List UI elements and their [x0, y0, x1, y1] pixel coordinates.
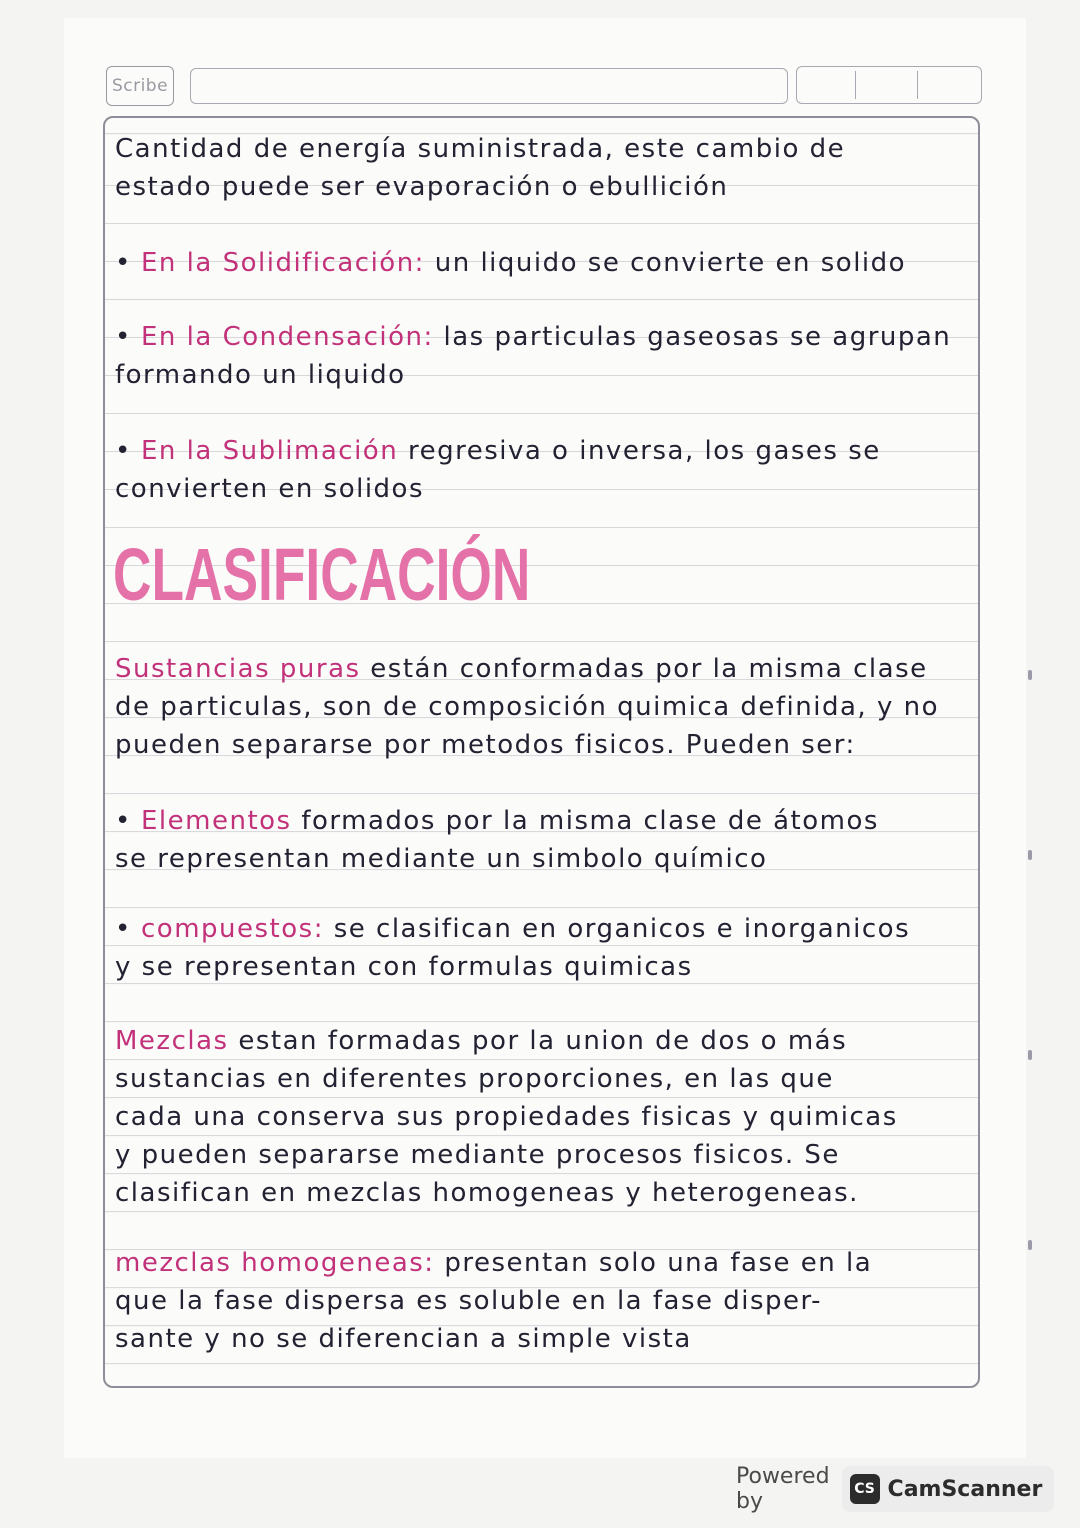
- bullet-dot: •: [115, 436, 132, 466]
- bullet-elementos: [115, 802, 968, 840]
- text-line: y se representan con formulas quimicas: [115, 952, 693, 982]
- term-compuestos: compuestos:: [141, 914, 324, 944]
- text-line: clasifican en mezclas homogeneas y heterogeneas.: [115, 1178, 859, 1208]
- edge-mark: [1028, 1050, 1032, 1060]
- definition-text: formados por la misma clase de átomos: [291, 806, 879, 836]
- mezclas-line: [115, 1022, 968, 1060]
- homogeneas-line: [115, 1244, 968, 1282]
- scanner-watermark: [736, 1464, 1043, 1514]
- camscanner-name: CamScanner: [887, 1476, 1043, 1502]
- text-line: se representan mediante un simbolo químico: [115, 844, 768, 874]
- bullet-dot: •: [115, 806, 132, 836]
- text-line: que la fase dispersa es soluble en la fase disper-: [115, 1286, 822, 1316]
- term-condensacion: En la Condensación:: [141, 322, 434, 352]
- note-panel: [103, 116, 980, 1388]
- bullet-dot: •: [115, 248, 132, 278]
- page-header: [106, 66, 982, 106]
- sustancias-line: [115, 650, 968, 688]
- text-line: convierten en solidos: [115, 474, 425, 504]
- bullet-solidificacion: [115, 244, 968, 282]
- text-line: pueden separarse por metodos fisicos. Pueden ser:: [115, 730, 856, 760]
- bullet-dot: •: [115, 322, 132, 352]
- edge-mark: [1028, 850, 1032, 860]
- definition-text: las particulas gaseosas se agrupan: [433, 322, 952, 352]
- definition-text: un liquido se convierte en solido: [424, 248, 907, 278]
- term-sustancias-puras: Sustancias puras: [115, 654, 361, 684]
- definition-text: estan formadas por la union de dos o más: [228, 1026, 848, 1056]
- term-mezclas-homogeneas: mezclas homogeneas:: [115, 1248, 435, 1278]
- text-line: sustancias en diferentes proporciones, en las que: [115, 1064, 834, 1094]
- term-mezclas: Mezclas: [115, 1026, 229, 1056]
- camscanner-icon: CS: [850, 1474, 880, 1504]
- definition-text: regresiva o inversa, los gases se: [398, 436, 881, 466]
- text-line: estado puede ser evaporación o ebullición: [115, 172, 729, 202]
- bullet-compuestos: [115, 910, 968, 948]
- bullet-dot: •: [115, 914, 132, 944]
- definition-text: se clasifican en organicos e inorganicos: [323, 914, 911, 944]
- text-line: cada una conserva sus propiedades fisicas y quimicas: [115, 1102, 898, 1132]
- text-line: y pueden separarse mediante procesos fisicos. Se: [115, 1140, 840, 1170]
- text-line: Cantidad de energía suministrada, este cambio de: [115, 134, 846, 164]
- date-divider: [917, 71, 918, 99]
- definition-text: están conformadas por la misma clase: [360, 654, 928, 684]
- term-sublimacion: En la Sublimación: [141, 436, 399, 466]
- edge-mark: [1028, 1240, 1032, 1250]
- powered-by-label: Powered by: [736, 1464, 830, 1514]
- brand-logo: Scribe: [106, 66, 174, 106]
- edge-mark: [1028, 670, 1032, 680]
- section-heading: CLASIFICACIÓN: [113, 533, 531, 616]
- date-divider: [855, 71, 856, 99]
- text-line: de particulas, son de composición quimica definida, y no: [115, 692, 939, 722]
- text-line: formando un liquido: [115, 360, 406, 390]
- definition-text: presentan solo una fase en la: [434, 1248, 873, 1278]
- date-field: [796, 66, 982, 104]
- term-elementos: Elementos: [141, 806, 292, 836]
- text-line: sante y no se diferencian a simple vista: [115, 1324, 692, 1354]
- bullet-sublimacion: [115, 432, 968, 470]
- term-solidificacion: En la Solidificación:: [141, 248, 425, 278]
- camscanner-badge: [842, 1466, 1055, 1512]
- title-field: [190, 68, 788, 104]
- bullet-condensacion: [115, 318, 968, 356]
